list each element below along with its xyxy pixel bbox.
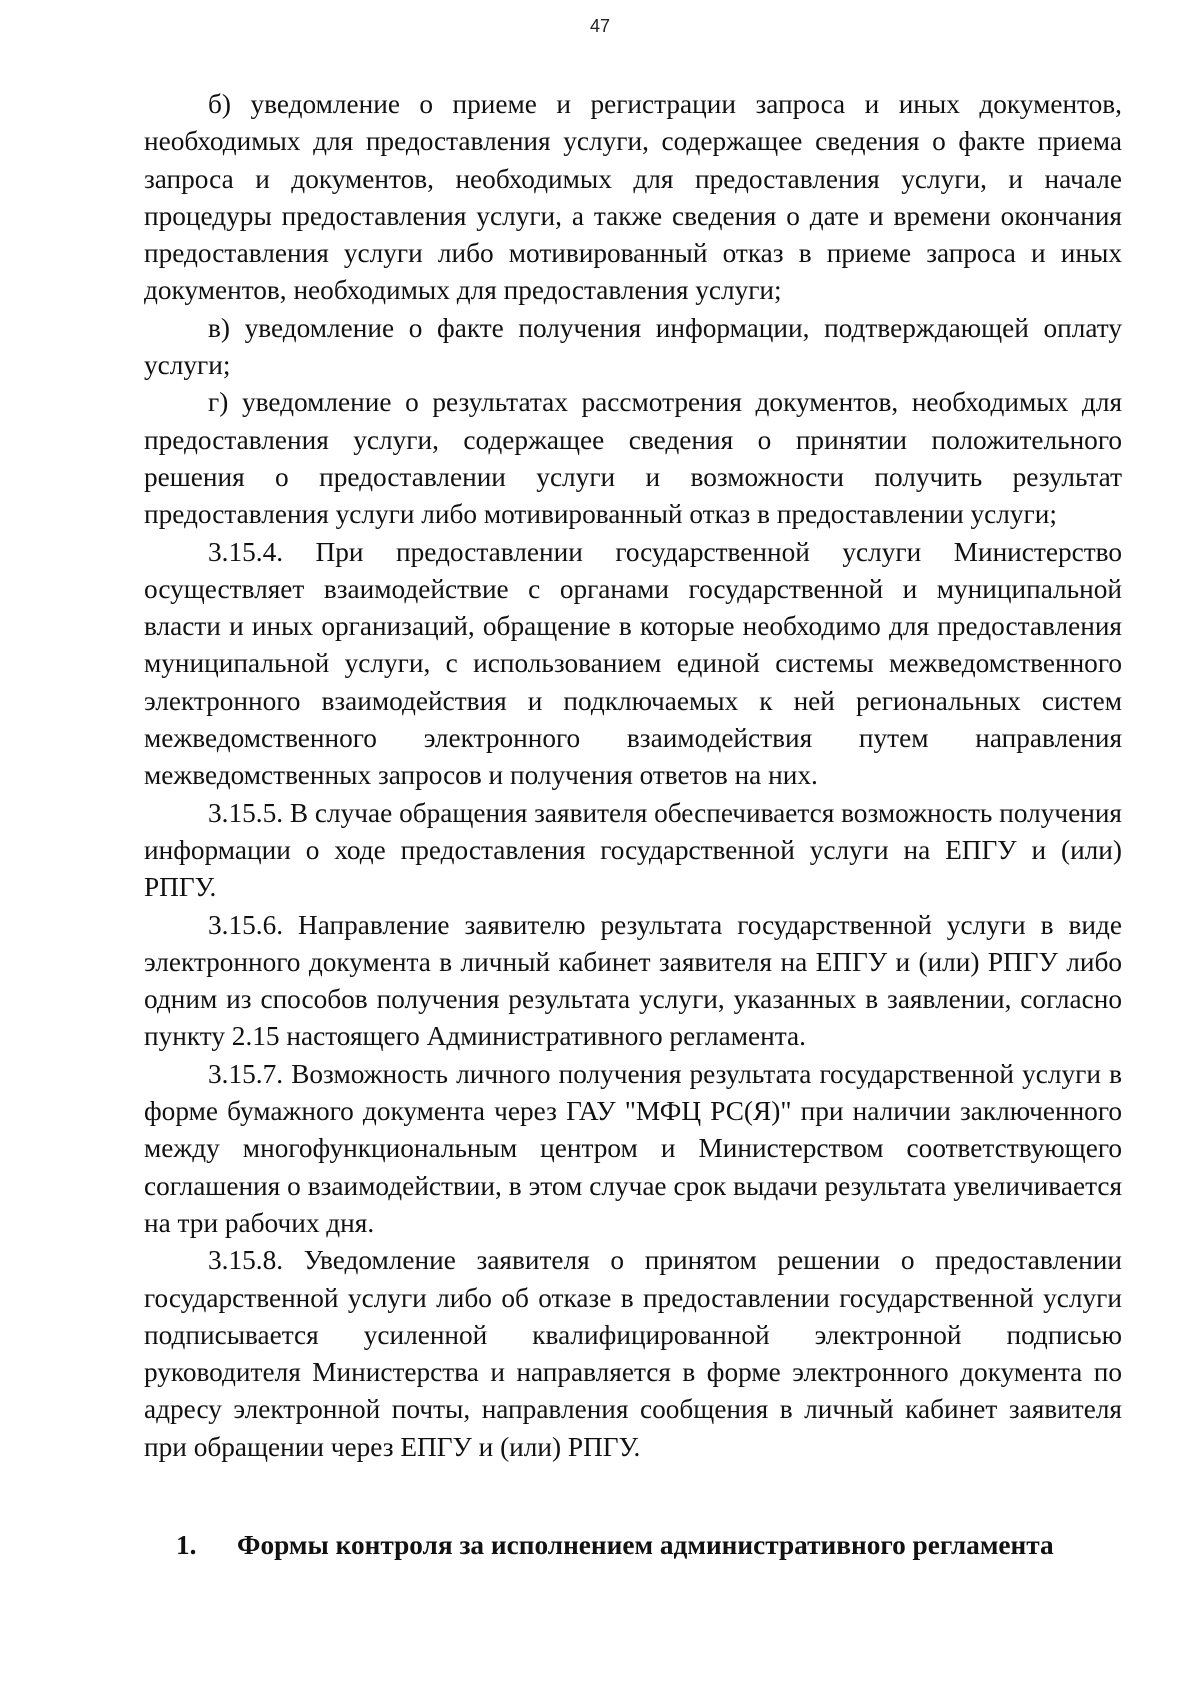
section-heading-number: 1. (176, 1530, 197, 1560)
document-body (144, 86, 1122, 1466)
paragraph-3-15-8: 3.15.8. Уведомление заявителя о принятом решении о предоставлении государственной услуги либо об отказе в предоставлении государственной услуги подписывается усиленной квалифицированной электронной подписью руководителя Министерства и направляется в форме электронного документа по адресу электронной почты, направления сообщения в личный кабинет заявителя при обращении через ЕПГУ и (или) РПГУ. (144, 1245, 1122, 1462)
section-heading (176, 1527, 1126, 1564)
paragraph-v-payment-notification: в) уведомление о факте получения информации, подтверждающей оплату услуги; (144, 312, 1122, 381)
section-heading-text: Формы контроля за исполнением административного регламента (237, 1530, 1054, 1560)
paragraph-3-15-5: 3.15.5. В случае обращения заявителя обеспечивается возможность получения информации о ходе предоставления государственной услуги на ЕПГУ и (или) РПГУ. (144, 797, 1122, 903)
paragraph-3-15-7: 3.15.7. Возможность личного получения результата государственной услуги в форме бумажного документа через ГАУ "МФЦ РС(Я)" при наличии заключенного между многофункциональным центром и Министерством соответствующего соглашения о взаимодействии, в этом случае срок выдачи результата увеличивается на три рабочих дня. (144, 1058, 1122, 1238)
paragraph-b-notification: б) уведомление о приеме и регистрации запроса и иных документов, необходимых для предоставления услуги, содержащее сведения о факте приема запроса и документов, необходимых для предоставления услуги, и начале процедуры предоставления услуги, а также сведения о дате и времени окончания предоставления услуги либо мотивированный отказ в приеме запроса и иных документов, необходимых для предоставления услуги; (144, 89, 1122, 306)
paragraph-3-15-6: 3.15.6. Направление заявителю результата государственной услуги в виде электронного документа в личный кабинет заявителя на ЕПГУ и (или) РПГУ либо одним из способов получения результата услуги, указанных в заявлении, согласно пункту 2.15 настоящего Административного регламента. (144, 909, 1122, 1052)
page-number: 47 (589, 16, 611, 36)
paragraph-3-15-4: 3.15.4. При предоставлении государственной услуги Министерство осуществляет взаимодействие с органами государственной и муниципальной власти и иных организаций, обращение в которые необходимо для предоставления муниципальной услуги, с использованием единой системы межведомственного электронного взаимодействия и подключаемых к ней региональных систем межведомственного электронного взаимодействия путем направления межведомственных запросов и получения ответов на них. (144, 536, 1122, 791)
paragraph-g-review-notification: г) уведомление о результатах рассмотрения документов, необходимых для предоставления услуги, содержащее сведения о принятии положительного решения о предоставлении услуги и возможности получить результат предоставления услуги либо мотивированный отказ в предоставлении услуги; (144, 387, 1122, 530)
